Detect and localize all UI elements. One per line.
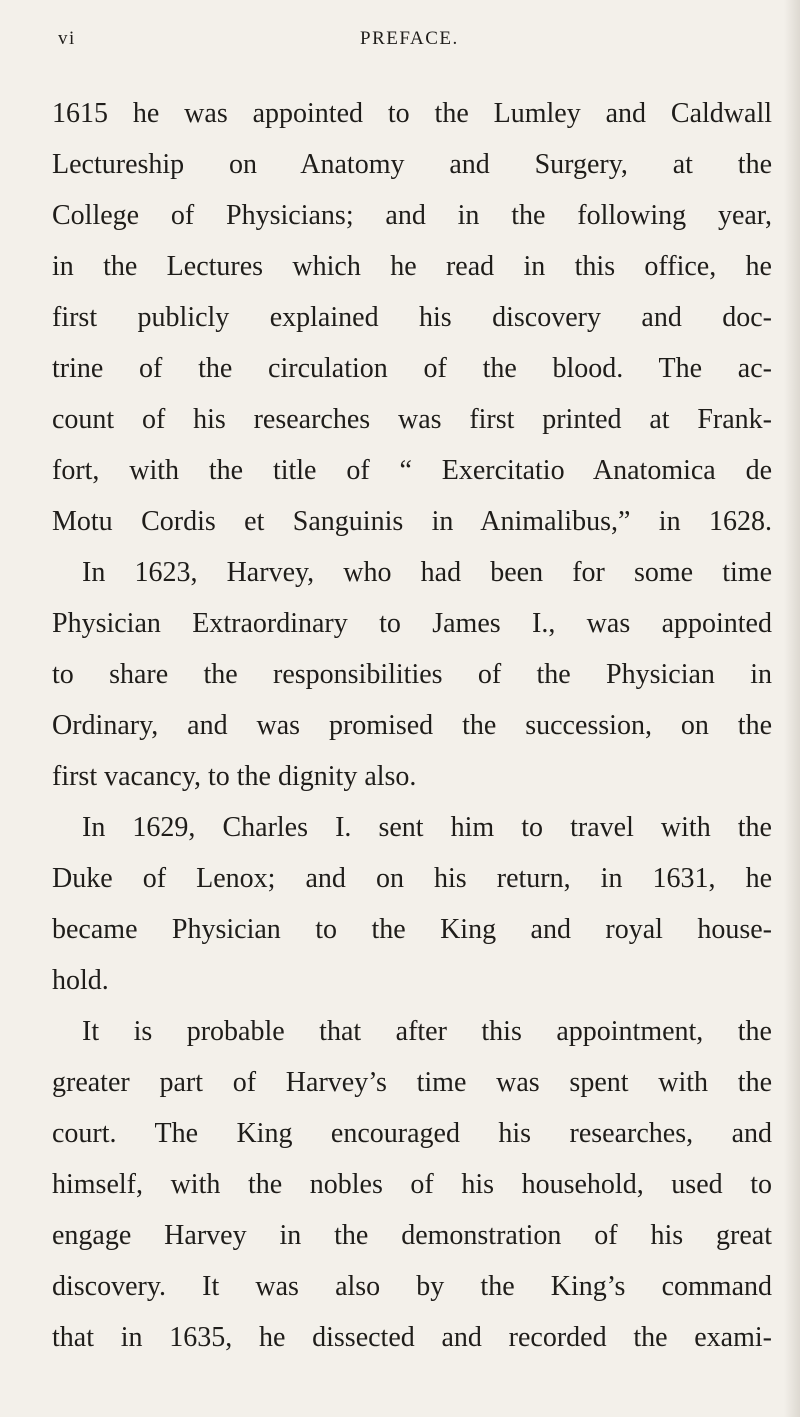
paragraph-start-line: In 1629, Charles I. sent him to travel with the <box>82 812 772 843</box>
text-line: became Physician to the King and royal house- <box>52 914 772 945</box>
paragraph-end-line: hold. <box>52 965 109 996</box>
text-line: himself, with the nobles of his household, used to <box>52 1169 772 1200</box>
paragraph-start-line: It is probable that after this appointment, the <box>82 1016 772 1047</box>
text-line: Ordinary, and was promised the succession, on the <box>52 710 772 741</box>
text-line: Lectureship on Anatomy and Surgery, at the <box>52 149 772 180</box>
text-line: that in 1635, he dissected and recorded the exami- <box>52 1322 772 1353</box>
page-edge-shadow <box>784 0 800 1417</box>
text-line: trine of the circulation of the blood. The ac- <box>52 353 772 384</box>
text-line: Duke of Lenox; and on his return, in 1631, he <box>52 863 772 894</box>
text-line: fort, with the title of “ Exercitatio Anatomica de <box>52 455 772 486</box>
running-header <box>48 28 740 58</box>
text-line: to share the responsibilities of the Physician in <box>52 659 772 690</box>
text-line: Motu Cordis et Sanguinis in Animalibus,” in 1628. <box>52 506 772 537</box>
text-line: greater part of Harvey’s time was spent with the <box>52 1067 772 1098</box>
text-line: first publicly explained his discovery and doc- <box>52 302 772 333</box>
text-line: count of his researches was first printed at Frank- <box>52 404 772 435</box>
text-line: 1615 he was appointed to the Lumley and Caldwall <box>52 98 772 129</box>
text-line: in the Lectures which he read in this office, he <box>52 251 772 282</box>
text-line: engage Harvey in the demonstration of his great <box>52 1220 772 1251</box>
text-line: court. The King encouraged his researches, and <box>52 1118 772 1149</box>
text-line: Physician Extraordinary to James I., was appointed <box>52 608 772 639</box>
body-text <box>52 88 772 1363</box>
paragraph-start-line: In 1623, Harvey, who had been for some time <box>82 557 772 588</box>
text-line: College of Physicians; and in the following year, <box>52 200 772 231</box>
paragraph-end-line: first vacancy, to the dignity also. <box>52 761 417 792</box>
page-number: vi <box>58 28 76 49</box>
text-line: discovery. It was also by the King’s command <box>52 1271 772 1302</box>
running-title: PREFACE. <box>360 28 459 49</box>
